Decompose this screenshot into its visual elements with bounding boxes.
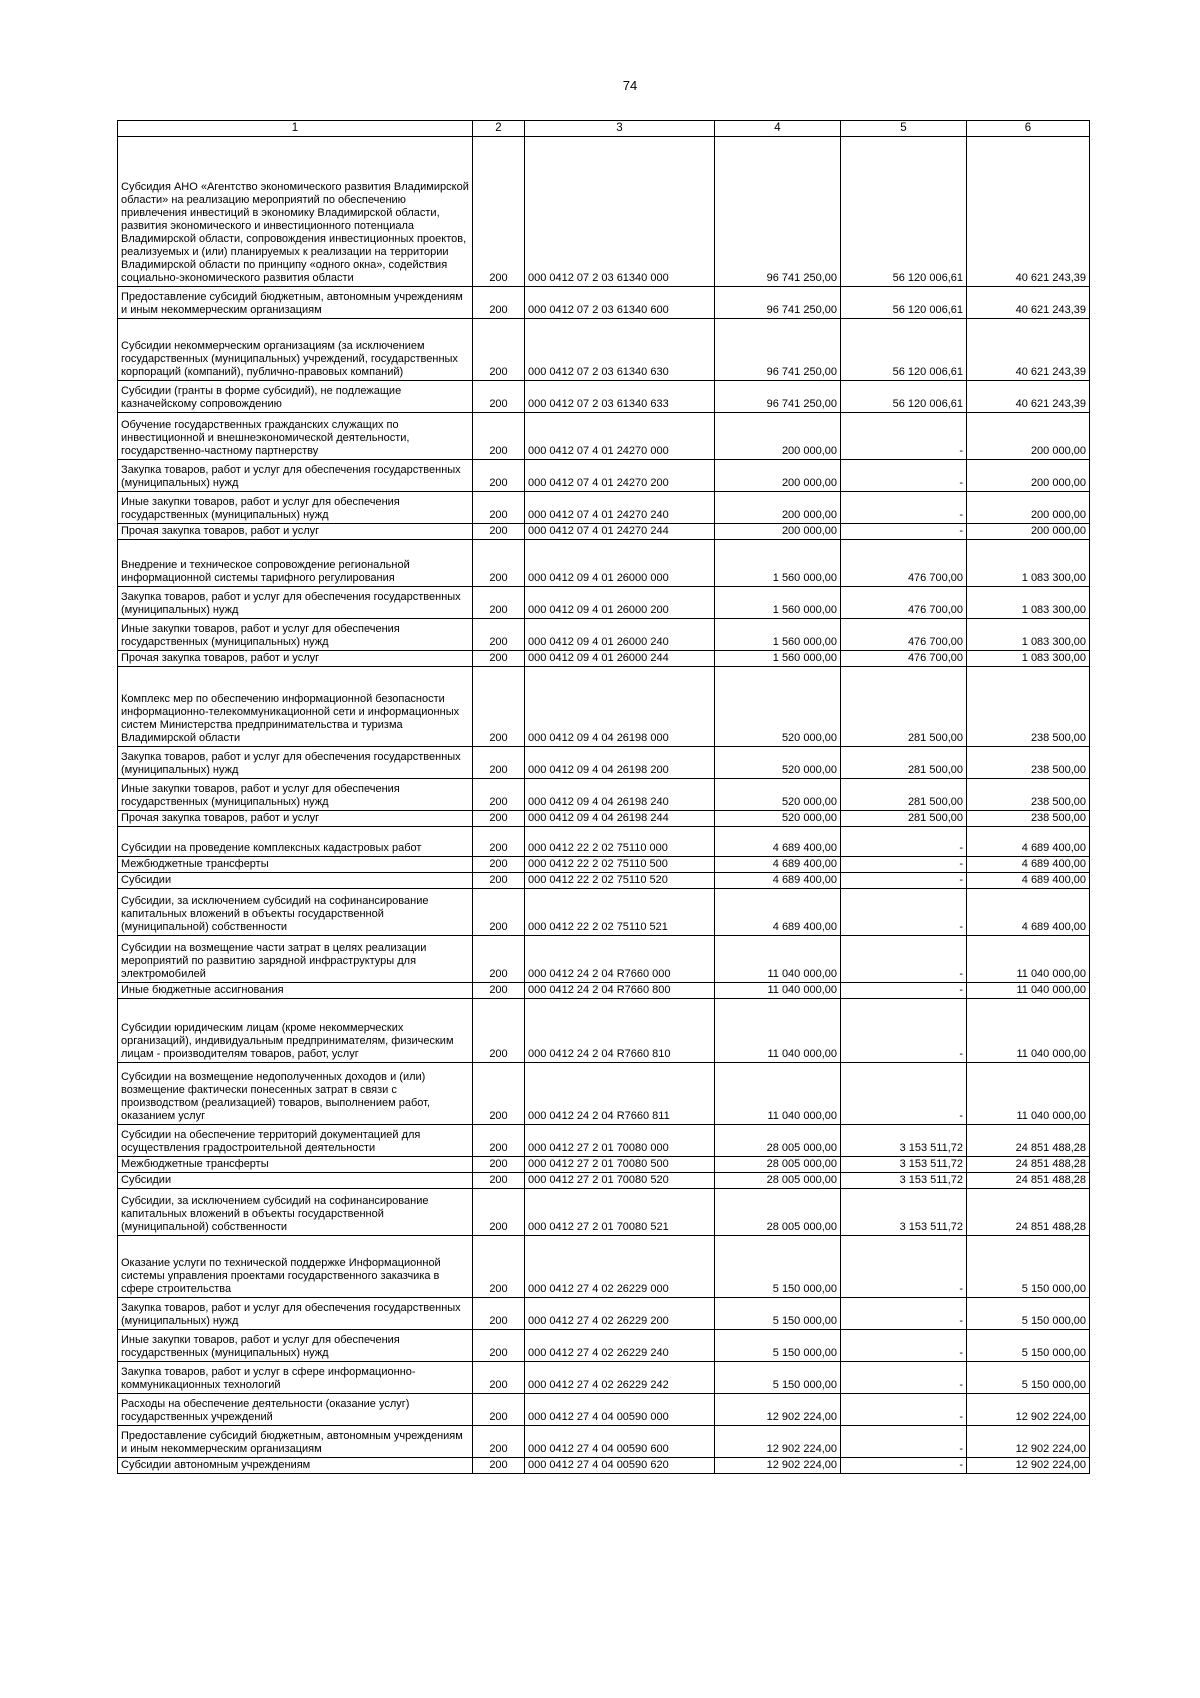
executed-amount-cell: - <box>841 857 967 873</box>
expense-name-cell: Прочая закупка товаров, работ и услуг <box>118 651 473 667</box>
approved-amount-cell: 28 005 000,00 <box>715 1173 841 1189</box>
expense-name-cell: Закупка товаров, работ и услуг для обеспечения государственных (муниципальных) нужд <box>118 1298 473 1330</box>
approved-amount-cell: 11 040 000,00 <box>715 936 841 983</box>
admin-code-cell: 200 <box>473 287 525 319</box>
table-row <box>118 460 1090 492</box>
table-row <box>118 747 1090 779</box>
admin-code-cell: 200 <box>473 619 525 651</box>
budget-classification-code-cell: 000 0412 27 2 01 70080 521 <box>525 1189 715 1236</box>
table-row <box>118 1236 1090 1298</box>
expense-name-cell: Закупка товаров, работ и услуг для обеспечения государственных (муниципальных) нужд <box>118 587 473 619</box>
unexecuted-amount-cell: 238 500,00 <box>967 779 1090 811</box>
page-number: 74 <box>622 78 638 93</box>
approved-amount-cell: 96 741 250,00 <box>715 319 841 381</box>
executed-amount-cell: 476 700,00 <box>841 651 967 667</box>
executed-amount-cell: 3 153 511,72 <box>841 1157 967 1173</box>
approved-amount-cell: 96 741 250,00 <box>715 137 841 287</box>
expense-name-cell: Иные закупки товаров, работ и услуг для обеспечения государственных (муниципальных) нужд <box>118 492 473 524</box>
expense-name-cell: Закупка товаров, работ и услуг в сфере информационно-коммуникационных технологий <box>118 1362 473 1394</box>
admin-code-cell: 200 <box>473 827 525 857</box>
admin-code-cell: 200 <box>473 137 525 287</box>
table-row <box>118 999 1090 1063</box>
admin-code-cell: 200 <box>473 999 525 1063</box>
unexecuted-amount-cell: 24 851 488,28 <box>967 1125 1090 1157</box>
expense-name-cell: Субсидии (гранты в форме субсидий), не подлежащие казначейскому сопровождению <box>118 381 473 413</box>
table-row <box>118 524 1090 540</box>
expense-name-cell: Оказание услуги по технической поддержке Информационной системы управления проектами государственного заказчика в сфере строительства <box>118 1236 473 1298</box>
unexecuted-amount-cell: 11 040 000,00 <box>967 1063 1090 1125</box>
unexecuted-amount-cell: 200 000,00 <box>967 413 1090 460</box>
admin-code-cell: 200 <box>473 1173 525 1189</box>
unexecuted-amount-cell: 1 083 300,00 <box>967 540 1090 587</box>
budget-classification-code-cell: 000 0412 09 4 04 26198 200 <box>525 747 715 779</box>
executed-amount-cell: 476 700,00 <box>841 587 967 619</box>
budget-classification-code-cell: 000 0412 22 2 02 75110 500 <box>525 857 715 873</box>
admin-code-cell: 200 <box>473 540 525 587</box>
budget-classification-code-cell: 000 0412 07 4 01 24270 244 <box>525 524 715 540</box>
column-number-row <box>118 121 1090 137</box>
admin-code-cell: 200 <box>473 873 525 889</box>
admin-code-cell: 200 <box>473 587 525 619</box>
approved-amount-cell: 200 000,00 <box>715 492 841 524</box>
table-row <box>118 983 1090 999</box>
executed-amount-cell: 281 500,00 <box>841 811 967 827</box>
admin-code-cell: 200 <box>473 1426 525 1458</box>
unexecuted-amount-cell: 4 689 400,00 <box>967 857 1090 873</box>
expense-name-cell: Субсидии на обеспечение территорий документацией для осуществления градостроительной деятельности <box>118 1125 473 1157</box>
budget-classification-code-cell: 000 0412 09 4 04 26198 244 <box>525 811 715 827</box>
approved-amount-cell: 520 000,00 <box>715 779 841 811</box>
executed-amount-cell: - <box>841 413 967 460</box>
table-row <box>118 1157 1090 1173</box>
approved-amount-cell: 4 689 400,00 <box>715 827 841 857</box>
executed-amount-cell: - <box>841 936 967 983</box>
budget-classification-code-cell: 000 0412 22 2 02 75110 000 <box>525 827 715 857</box>
admin-code-cell: 200 <box>473 779 525 811</box>
unexecuted-amount-cell: 24 851 488,28 <box>967 1173 1090 1189</box>
unexecuted-amount-cell: 200 000,00 <box>967 492 1090 524</box>
executed-amount-cell: - <box>841 1236 967 1298</box>
table-row <box>118 827 1090 857</box>
approved-amount-cell: 28 005 000,00 <box>715 1157 841 1173</box>
table-row <box>118 619 1090 651</box>
approved-amount-cell: 4 689 400,00 <box>715 873 841 889</box>
admin-code-cell: 200 <box>473 651 525 667</box>
expense-name-cell: Предоставление субсидий бюджетным, автономным учреждениям и иным некоммерческим организациям <box>118 287 473 319</box>
approved-amount-cell: 4 689 400,00 <box>715 889 841 936</box>
table-row <box>118 1173 1090 1189</box>
admin-code-cell: 200 <box>473 319 525 381</box>
approved-amount-cell: 1 560 000,00 <box>715 619 841 651</box>
table-row <box>118 873 1090 889</box>
executed-amount-cell: - <box>841 1394 967 1426</box>
approved-amount-cell: 11 040 000,00 <box>715 983 841 999</box>
unexecuted-amount-cell: 238 500,00 <box>967 667 1090 747</box>
approved-amount-cell: 200 000,00 <box>715 413 841 460</box>
executed-amount-cell: - <box>841 889 967 936</box>
approved-amount-cell: 96 741 250,00 <box>715 287 841 319</box>
budget-classification-code-cell: 000 0412 27 4 02 26229 240 <box>525 1330 715 1362</box>
expense-name-cell: Межбюджетные трансферты <box>118 857 473 873</box>
table-row <box>118 1426 1090 1458</box>
approved-amount-cell: 11 040 000,00 <box>715 999 841 1063</box>
admin-code-cell: 200 <box>473 936 525 983</box>
expense-name-cell: Иные закупки товаров, работ и услуг для обеспечения государственных (муниципальных) нужд <box>118 1330 473 1362</box>
executed-amount-cell: - <box>841 983 967 999</box>
approved-amount-cell: 28 005 000,00 <box>715 1189 841 1236</box>
executed-amount-cell: 56 120 006,61 <box>841 319 967 381</box>
admin-code-cell: 200 <box>473 1157 525 1173</box>
approved-amount-cell: 200 000,00 <box>715 524 841 540</box>
table-row <box>118 1458 1090 1474</box>
budget-classification-code-cell: 000 0412 22 2 02 75110 520 <box>525 873 715 889</box>
admin-code-cell: 200 <box>473 1394 525 1426</box>
unexecuted-amount-cell: 4 689 400,00 <box>967 873 1090 889</box>
executed-amount-cell: 476 700,00 <box>841 619 967 651</box>
budget-classification-code-cell: 000 0412 09 4 01 26000 200 <box>525 587 715 619</box>
executed-amount-cell: 476 700,00 <box>841 540 967 587</box>
approved-amount-cell: 28 005 000,00 <box>715 1125 841 1157</box>
expense-name-cell: Субсидии на возмещение недополученных доходов и (или) возмещение фактически понесенных затрат в связи с производством (реализацией) товаров, выполнением работ, оказанием услуг <box>118 1063 473 1125</box>
expense-name-cell: Иные закупки товаров, работ и услуг для обеспечения государственных (муниципальных) нужд <box>118 619 473 651</box>
budget-classification-code-cell: 000 0412 09 4 04 26198 240 <box>525 779 715 811</box>
executed-amount-cell: - <box>841 1330 967 1362</box>
expense-name-cell: Субсидии <box>118 873 473 889</box>
table-row <box>118 319 1090 381</box>
approved-amount-cell: 520 000,00 <box>715 747 841 779</box>
unexecuted-amount-cell: 1 083 300,00 <box>967 587 1090 619</box>
unexecuted-amount-cell: 40 621 243,39 <box>967 319 1090 381</box>
admin-code-cell: 200 <box>473 667 525 747</box>
executed-amount-cell: 56 120 006,61 <box>841 381 967 413</box>
admin-code-cell: 200 <box>473 1330 525 1362</box>
executed-amount-cell: 3 153 511,72 <box>841 1173 967 1189</box>
expense-name-cell: Закупка товаров, работ и услуг для обеспечения государственных (муниципальных) нужд <box>118 747 473 779</box>
budget-classification-code-cell: 000 0412 27 2 01 70080 500 <box>525 1157 715 1173</box>
budget-classification-code-cell: 000 0412 07 4 01 24270 200 <box>525 460 715 492</box>
table-row <box>118 1298 1090 1330</box>
table-row <box>118 1330 1090 1362</box>
admin-code-cell: 200 <box>473 889 525 936</box>
approved-amount-cell: 4 689 400,00 <box>715 857 841 873</box>
budget-classification-code-cell: 000 0412 07 2 03 61340 633 <box>525 381 715 413</box>
approved-amount-cell: 1 560 000,00 <box>715 651 841 667</box>
table-row <box>118 587 1090 619</box>
admin-code-cell: 200 <box>473 983 525 999</box>
expense-name-cell: Предоставление субсидий бюджетным, автономным учреждениям и иным некоммерческим организациям <box>118 1426 473 1458</box>
unexecuted-amount-cell: 40 621 243,39 <box>967 287 1090 319</box>
approved-amount-cell: 1 560 000,00 <box>715 540 841 587</box>
expense-name-cell: Расходы на обеспечение деятельности (оказание услуг) государственных учреждений <box>118 1394 473 1426</box>
approved-amount-cell: 1 560 000,00 <box>715 587 841 619</box>
budget-classification-code-cell: 000 0412 07 2 03 61340 630 <box>525 319 715 381</box>
executed-amount-cell: - <box>841 1298 967 1330</box>
expense-name-cell: Субсидии, за исключением субсидий на софинансирование капитальных вложений в объекты государственной (муниципальной) собственности <box>118 889 473 936</box>
column-header: 6 <box>967 121 1090 137</box>
table-row <box>118 1362 1090 1394</box>
table-row <box>118 287 1090 319</box>
budget-classification-code-cell: 000 0412 09 4 01 26000 244 <box>525 651 715 667</box>
unexecuted-amount-cell: 4 689 400,00 <box>967 889 1090 936</box>
budget-classification-code-cell: 000 0412 27 4 04 00590 620 <box>525 1458 715 1474</box>
unexecuted-amount-cell: 238 500,00 <box>967 811 1090 827</box>
unexecuted-amount-cell: 12 902 224,00 <box>967 1458 1090 1474</box>
executed-amount-cell: 3 153 511,72 <box>841 1189 967 1236</box>
executed-amount-cell: - <box>841 1063 967 1125</box>
budget-classification-code-cell: 000 0412 09 4 01 26000 000 <box>525 540 715 587</box>
table-row <box>118 1125 1090 1157</box>
executed-amount-cell: - <box>841 827 967 857</box>
table-row <box>118 779 1090 811</box>
expense-name-cell: Субсидии на возмещение части затрат в целях реализации мероприятий по развитию зарядной инфраструктуры для электромобилей <box>118 936 473 983</box>
expense-name-cell: Иные бюджетные ассигнования <box>118 983 473 999</box>
admin-code-cell: 200 <box>473 1236 525 1298</box>
approved-amount-cell: 12 902 224,00 <box>715 1458 841 1474</box>
column-header: 5 <box>841 121 967 137</box>
table-row <box>118 1394 1090 1426</box>
executed-amount-cell: - <box>841 873 967 889</box>
admin-code-cell: 200 <box>473 1189 525 1236</box>
unexecuted-amount-cell: 238 500,00 <box>967 747 1090 779</box>
executed-amount-cell: - <box>841 1426 967 1458</box>
table-row <box>118 1063 1090 1125</box>
table-row <box>118 381 1090 413</box>
unexecuted-amount-cell: 200 000,00 <box>967 460 1090 492</box>
admin-code-cell: 200 <box>473 811 525 827</box>
executed-amount-cell: - <box>841 999 967 1063</box>
executed-amount-cell: - <box>841 1458 967 1474</box>
expense-name-cell: Межбюджетные трансферты <box>118 1157 473 1173</box>
expense-name-cell: Субсидии <box>118 1173 473 1189</box>
admin-code-cell: 200 <box>473 747 525 779</box>
approved-amount-cell: 5 150 000,00 <box>715 1298 841 1330</box>
unexecuted-amount-cell: 5 150 000,00 <box>967 1298 1090 1330</box>
expense-name-cell: Субсидии юридическим лицам (кроме некоммерческих организаций), индивидуальным предпринимателям, физическим лицам - производителям товаров, работ, услуг <box>118 999 473 1063</box>
column-header: 2 <box>473 121 525 137</box>
expense-name-cell: Субсидия АНО «Агентство экономического развития Владимирской области» на реализацию мероприятий по обеспечению привлечения инвестиций в экономику Владимирской области, развития экономического и инвестиционного потенциала Владимирской области, сопровождения инвестиционных проектов, реализуемых и (или) планируемых к реализации на территории Владимирской области по принципу «одного окна», содействия социально-экономического развития области <box>118 137 473 287</box>
budget-classification-code-cell: 000 0412 07 2 03 61340 000 <box>525 137 715 287</box>
unexecuted-amount-cell: 40 621 243,39 <box>967 137 1090 287</box>
admin-code-cell: 200 <box>473 1458 525 1474</box>
budget-classification-code-cell: 000 0412 27 4 04 00590 600 <box>525 1426 715 1458</box>
table-row <box>118 936 1090 983</box>
admin-code-cell: 200 <box>473 857 525 873</box>
approved-amount-cell: 11 040 000,00 <box>715 1063 841 1125</box>
unexecuted-amount-cell: 11 040 000,00 <box>967 999 1090 1063</box>
unexecuted-amount-cell: 11 040 000,00 <box>967 936 1090 983</box>
admin-code-cell: 200 <box>473 1063 525 1125</box>
expense-name-cell: Субсидии некоммерческим организациям (за исключением государственных (муниципальных) учреждений, государственных корпораций (компаний), публично-правовых компаний) <box>118 319 473 381</box>
budget-classification-code-cell: 000 0412 27 2 01 70080 520 <box>525 1173 715 1189</box>
unexecuted-amount-cell: 11 040 000,00 <box>967 983 1090 999</box>
unexecuted-amount-cell: 5 150 000,00 <box>967 1330 1090 1362</box>
approved-amount-cell: 5 150 000,00 <box>715 1330 841 1362</box>
unexecuted-amount-cell: 40 621 243,39 <box>967 381 1090 413</box>
unexecuted-amount-cell: 1 083 300,00 <box>967 619 1090 651</box>
budget-classification-code-cell: 000 0412 07 4 01 24270 240 <box>525 492 715 524</box>
admin-code-cell: 200 <box>473 1298 525 1330</box>
approved-amount-cell: 5 150 000,00 <box>715 1236 841 1298</box>
approved-amount-cell: 96 741 250,00 <box>715 381 841 413</box>
column-header: 4 <box>715 121 841 137</box>
budget-classification-code-cell: 000 0412 27 4 02 26229 242 <box>525 1362 715 1394</box>
unexecuted-amount-cell: 12 902 224,00 <box>967 1426 1090 1458</box>
approved-amount-cell: 520 000,00 <box>715 811 841 827</box>
column-header: 3 <box>525 121 715 137</box>
table-row <box>118 651 1090 667</box>
budget-classification-code-cell: 000 0412 27 2 01 70080 000 <box>525 1125 715 1157</box>
executed-amount-cell: - <box>841 460 967 492</box>
approved-amount-cell: 12 902 224,00 <box>715 1394 841 1426</box>
executed-amount-cell: 281 500,00 <box>841 747 967 779</box>
table-row <box>118 413 1090 460</box>
expense-name-cell: Закупка товаров, работ и услуг для обеспечения государственных (муниципальных) нужд <box>118 460 473 492</box>
budget-classification-code-cell: 000 0412 24 2 04 R7660 800 <box>525 983 715 999</box>
table-row <box>118 1189 1090 1236</box>
budget-classification-code-cell: 000 0412 24 2 04 R7660 810 <box>525 999 715 1063</box>
expense-name-cell: Субсидии, за исключением субсидий на софинансирование капитальных вложений в объекты государственной (муниципальной) собственности <box>118 1189 473 1236</box>
budget-table <box>117 120 1090 1474</box>
table-row <box>118 811 1090 827</box>
column-header: 1 <box>118 121 473 137</box>
expense-name-cell: Комплекс мер по обеспечению информационной безопасности информационно-телекоммуникационной сети и информационных систем Министерства предпринимательства и туризма Владимирской области <box>118 667 473 747</box>
budget-classification-code-cell: 000 0412 27 4 02 26229 000 <box>525 1236 715 1298</box>
table-row <box>118 492 1090 524</box>
expense-name-cell: Внедрение и техническое сопровождение региональной информационной системы тарифного регулирования <box>118 540 473 587</box>
admin-code-cell: 200 <box>473 524 525 540</box>
budget-classification-code-cell: 000 0412 24 2 04 R7660 811 <box>525 1063 715 1125</box>
unexecuted-amount-cell: 24 851 488,28 <box>967 1157 1090 1173</box>
executed-amount-cell: 56 120 006,61 <box>841 287 967 319</box>
table-row <box>118 857 1090 873</box>
approved-amount-cell: 200 000,00 <box>715 460 841 492</box>
approved-amount-cell: 520 000,00 <box>715 667 841 747</box>
admin-code-cell: 200 <box>473 1125 525 1157</box>
table-row <box>118 889 1090 936</box>
budget-classification-code-cell: 000 0412 27 4 02 26229 200 <box>525 1298 715 1330</box>
expense-name-cell: Прочая закупка товаров, работ и услуг <box>118 524 473 540</box>
executed-amount-cell: - <box>841 492 967 524</box>
expense-name-cell: Обучение государственных гражданских служащих по инвестиционной и внешнеэкономической деятельности, государственно-частному партнерству <box>118 413 473 460</box>
expense-name-cell: Иные закупки товаров, работ и услуг для обеспечения государственных (муниципальных) нужд <box>118 779 473 811</box>
table-row <box>118 667 1090 747</box>
table-row <box>118 540 1090 587</box>
approved-amount-cell: 5 150 000,00 <box>715 1362 841 1394</box>
admin-code-cell: 200 <box>473 492 525 524</box>
unexecuted-amount-cell: 200 000,00 <box>967 524 1090 540</box>
admin-code-cell: 200 <box>473 460 525 492</box>
budget-classification-code-cell: 000 0412 07 4 01 24270 000 <box>525 413 715 460</box>
executed-amount-cell: - <box>841 1362 967 1394</box>
unexecuted-amount-cell: 4 689 400,00 <box>967 827 1090 857</box>
admin-code-cell: 200 <box>473 381 525 413</box>
budget-classification-code-cell: 000 0412 22 2 02 75110 521 <box>525 889 715 936</box>
budget-classification-code-cell: 000 0412 09 4 04 26198 000 <box>525 667 715 747</box>
executed-amount-cell: 3 153 511,72 <box>841 1125 967 1157</box>
expense-name-cell: Субсидии автономным учреждениям <box>118 1458 473 1474</box>
admin-code-cell: 200 <box>473 413 525 460</box>
expense-name-cell: Субсидии на проведение комплексных кадастровых работ <box>118 827 473 857</box>
executed-amount-cell: 281 500,00 <box>841 779 967 811</box>
executed-amount-cell: 281 500,00 <box>841 667 967 747</box>
table-row <box>118 137 1090 287</box>
executed-amount-cell: - <box>841 524 967 540</box>
unexecuted-amount-cell: 1 083 300,00 <box>967 651 1090 667</box>
executed-amount-cell: 56 120 006,61 <box>841 137 967 287</box>
budget-classification-code-cell: 000 0412 07 2 03 61340 600 <box>525 287 715 319</box>
budget-classification-code-cell: 000 0412 27 4 04 00590 000 <box>525 1394 715 1426</box>
unexecuted-amount-cell: 24 851 488,28 <box>967 1189 1090 1236</box>
admin-code-cell: 200 <box>473 1362 525 1394</box>
unexecuted-amount-cell: 5 150 000,00 <box>967 1362 1090 1394</box>
expense-name-cell: Прочая закупка товаров, работ и услуг <box>118 811 473 827</box>
budget-classification-code-cell: 000 0412 09 4 01 26000 240 <box>525 619 715 651</box>
unexecuted-amount-cell: 12 902 224,00 <box>967 1394 1090 1426</box>
budget-classification-code-cell: 000 0412 24 2 04 R7660 000 <box>525 936 715 983</box>
approved-amount-cell: 12 902 224,00 <box>715 1426 841 1458</box>
unexecuted-amount-cell: 5 150 000,00 <box>967 1236 1090 1298</box>
